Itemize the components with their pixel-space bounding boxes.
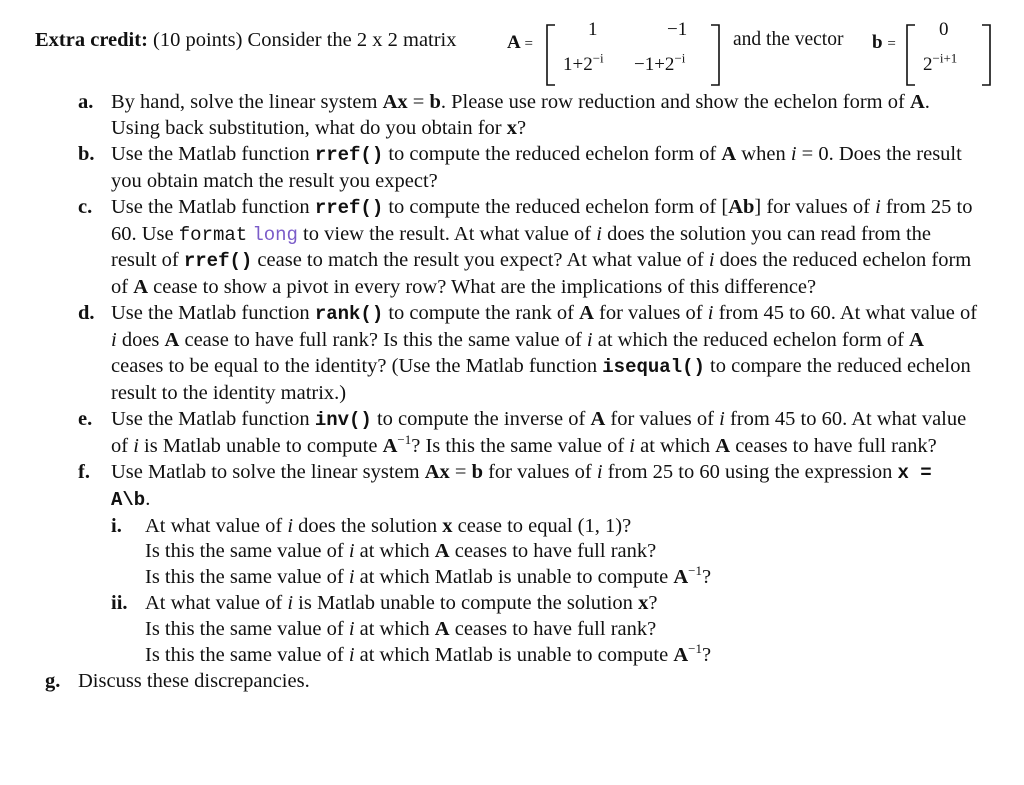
item-label: d.	[78, 302, 95, 325]
matrix-a-label: A =	[507, 32, 533, 53]
problem-header	[35, 19, 995, 86]
item-d: d. Use the Matlab function rank() to compute the rank of A for values of i from 45 to 60. At what value of i does A cease to have full rank? Is this the same value of i at which the reduced echelon form of A ceases to be equal to the identity? (Use the Matlab function isequal() to compare the reduced echelon result to the identity matrix.)	[78, 302, 978, 404]
problem-items	[45, 90, 978, 695]
matrix-a-left-bracket	[545, 24, 557, 86]
item-f-i	[111, 514, 978, 592]
code-rref: rref()	[183, 250, 253, 273]
item-label: c.	[78, 195, 93, 218]
code-rank: rank()	[314, 303, 384, 326]
item-label: b.	[78, 142, 95, 165]
code-rref: rref()	[314, 196, 384, 219]
header-lead	[35, 29, 457, 52]
vector-b-right-bracket	[980, 24, 992, 86]
code-backslash: x = A\b	[111, 461, 932, 511]
item-b: b. Use the Matlab function rref() to compute the reduced echelon form of A when i = 0. Does the result you obtain match the result you expect?	[78, 142, 962, 192]
subitem-line: At what value of i is Matlab unable to compute the solution x?	[145, 592, 658, 615]
subitem-label: ii.	[111, 592, 128, 615]
code-inv: inv()	[314, 408, 372, 431]
subitem-line: At what value of i does the solution x cease to equal (1, 1)?	[145, 514, 632, 537]
subitem-line: Is this the same value of i at which A ceases to have full rank?	[145, 540, 657, 563]
matrix-a-r2c1: $1+2^{-i}$	[563, 50, 604, 75]
matrix-a-r1c1: 1	[588, 19, 598, 40]
code-format: format	[178, 223, 248, 246]
code-long: long	[252, 223, 298, 246]
subitem-label: i.	[111, 514, 122, 537]
code-rref: rref()	[314, 143, 384, 166]
item-e: e. Use the Matlab function inv() to compute the inverse of A for values of i from 45 to 60. At what value of i is Matlab unable to compute $A^{-1}$? Is this the same value of i at which A ceases to have full rank?	[78, 407, 967, 457]
item-f: f. Use Matlab to solve the linear system Ax = b for values of i from 25 to 60 using the expression x = A\b. i. At what value of i does the solution x cease to equal (1, 1)? Is this the same value of i at which A ceases to have full rank? Is this the same value of i at which Matlab is unable to compute $A^{-1}$? ii. At what value of i is Matlab unable to compute the solution x? Is this the same value of i at which A ceases to have full rank? Is this the same value of i at which Matlab is unable to compute $A^{-1}$?	[78, 460, 978, 669]
item-label: f.	[78, 460, 90, 483]
vector-b-r1: 0	[939, 19, 949, 40]
item-c: c. Use the Matlab function rref() to compute the reduced echelon form of [Ab] for values of i from 25 to 60. Use format long to view the result. At what value of i does the solution you can read from the result of rref() cease to match the result you expect? At what value of i does the reduced echelon form of A cease to show a pivot in every row? What are the implications of this difference?	[78, 195, 973, 299]
vector-b-label: b =	[872, 32, 896, 53]
item-label: e.	[78, 407, 93, 430]
item-g: g. Discuss these discrepancies.	[45, 669, 978, 695]
item-a: a. By hand, solve the linear system Ax = b. Please use row reduction and show the echelon form of A. Using back substitution, what do you obtain for x?	[78, 91, 930, 139]
header-and-text: and the vector	[733, 29, 844, 50]
header-lead-text: (10 points) Consider the 2 x 2 matrix	[153, 29, 457, 51]
item-f-ii	[111, 591, 978, 669]
matrix-a-right-bracket	[709, 24, 721, 86]
item-label: a.	[78, 91, 94, 113]
subitem-line: Is this the same value of i at which A ceases to have full rank?	[145, 618, 657, 641]
matrix-a-r1c2: −1	[667, 19, 688, 40]
vector-b-left-bracket	[905, 24, 917, 86]
subitem-line: Is this the same value of i at which Matlab is unable to compute $A^{-1}$?	[145, 641, 712, 667]
vector-b-r2: $2^{-i+1}$	[923, 50, 958, 75]
matrix-a-r2c2: $-1+2^{-i}$	[634, 50, 686, 75]
item-label: g.	[45, 669, 61, 692]
extra-credit-label: Extra credit:	[35, 29, 148, 51]
code-isequal: isequal()	[602, 356, 705, 379]
subitem-line: Is this the same value of i at which Matlab is unable to compute $A^{-1}$?	[145, 563, 712, 589]
